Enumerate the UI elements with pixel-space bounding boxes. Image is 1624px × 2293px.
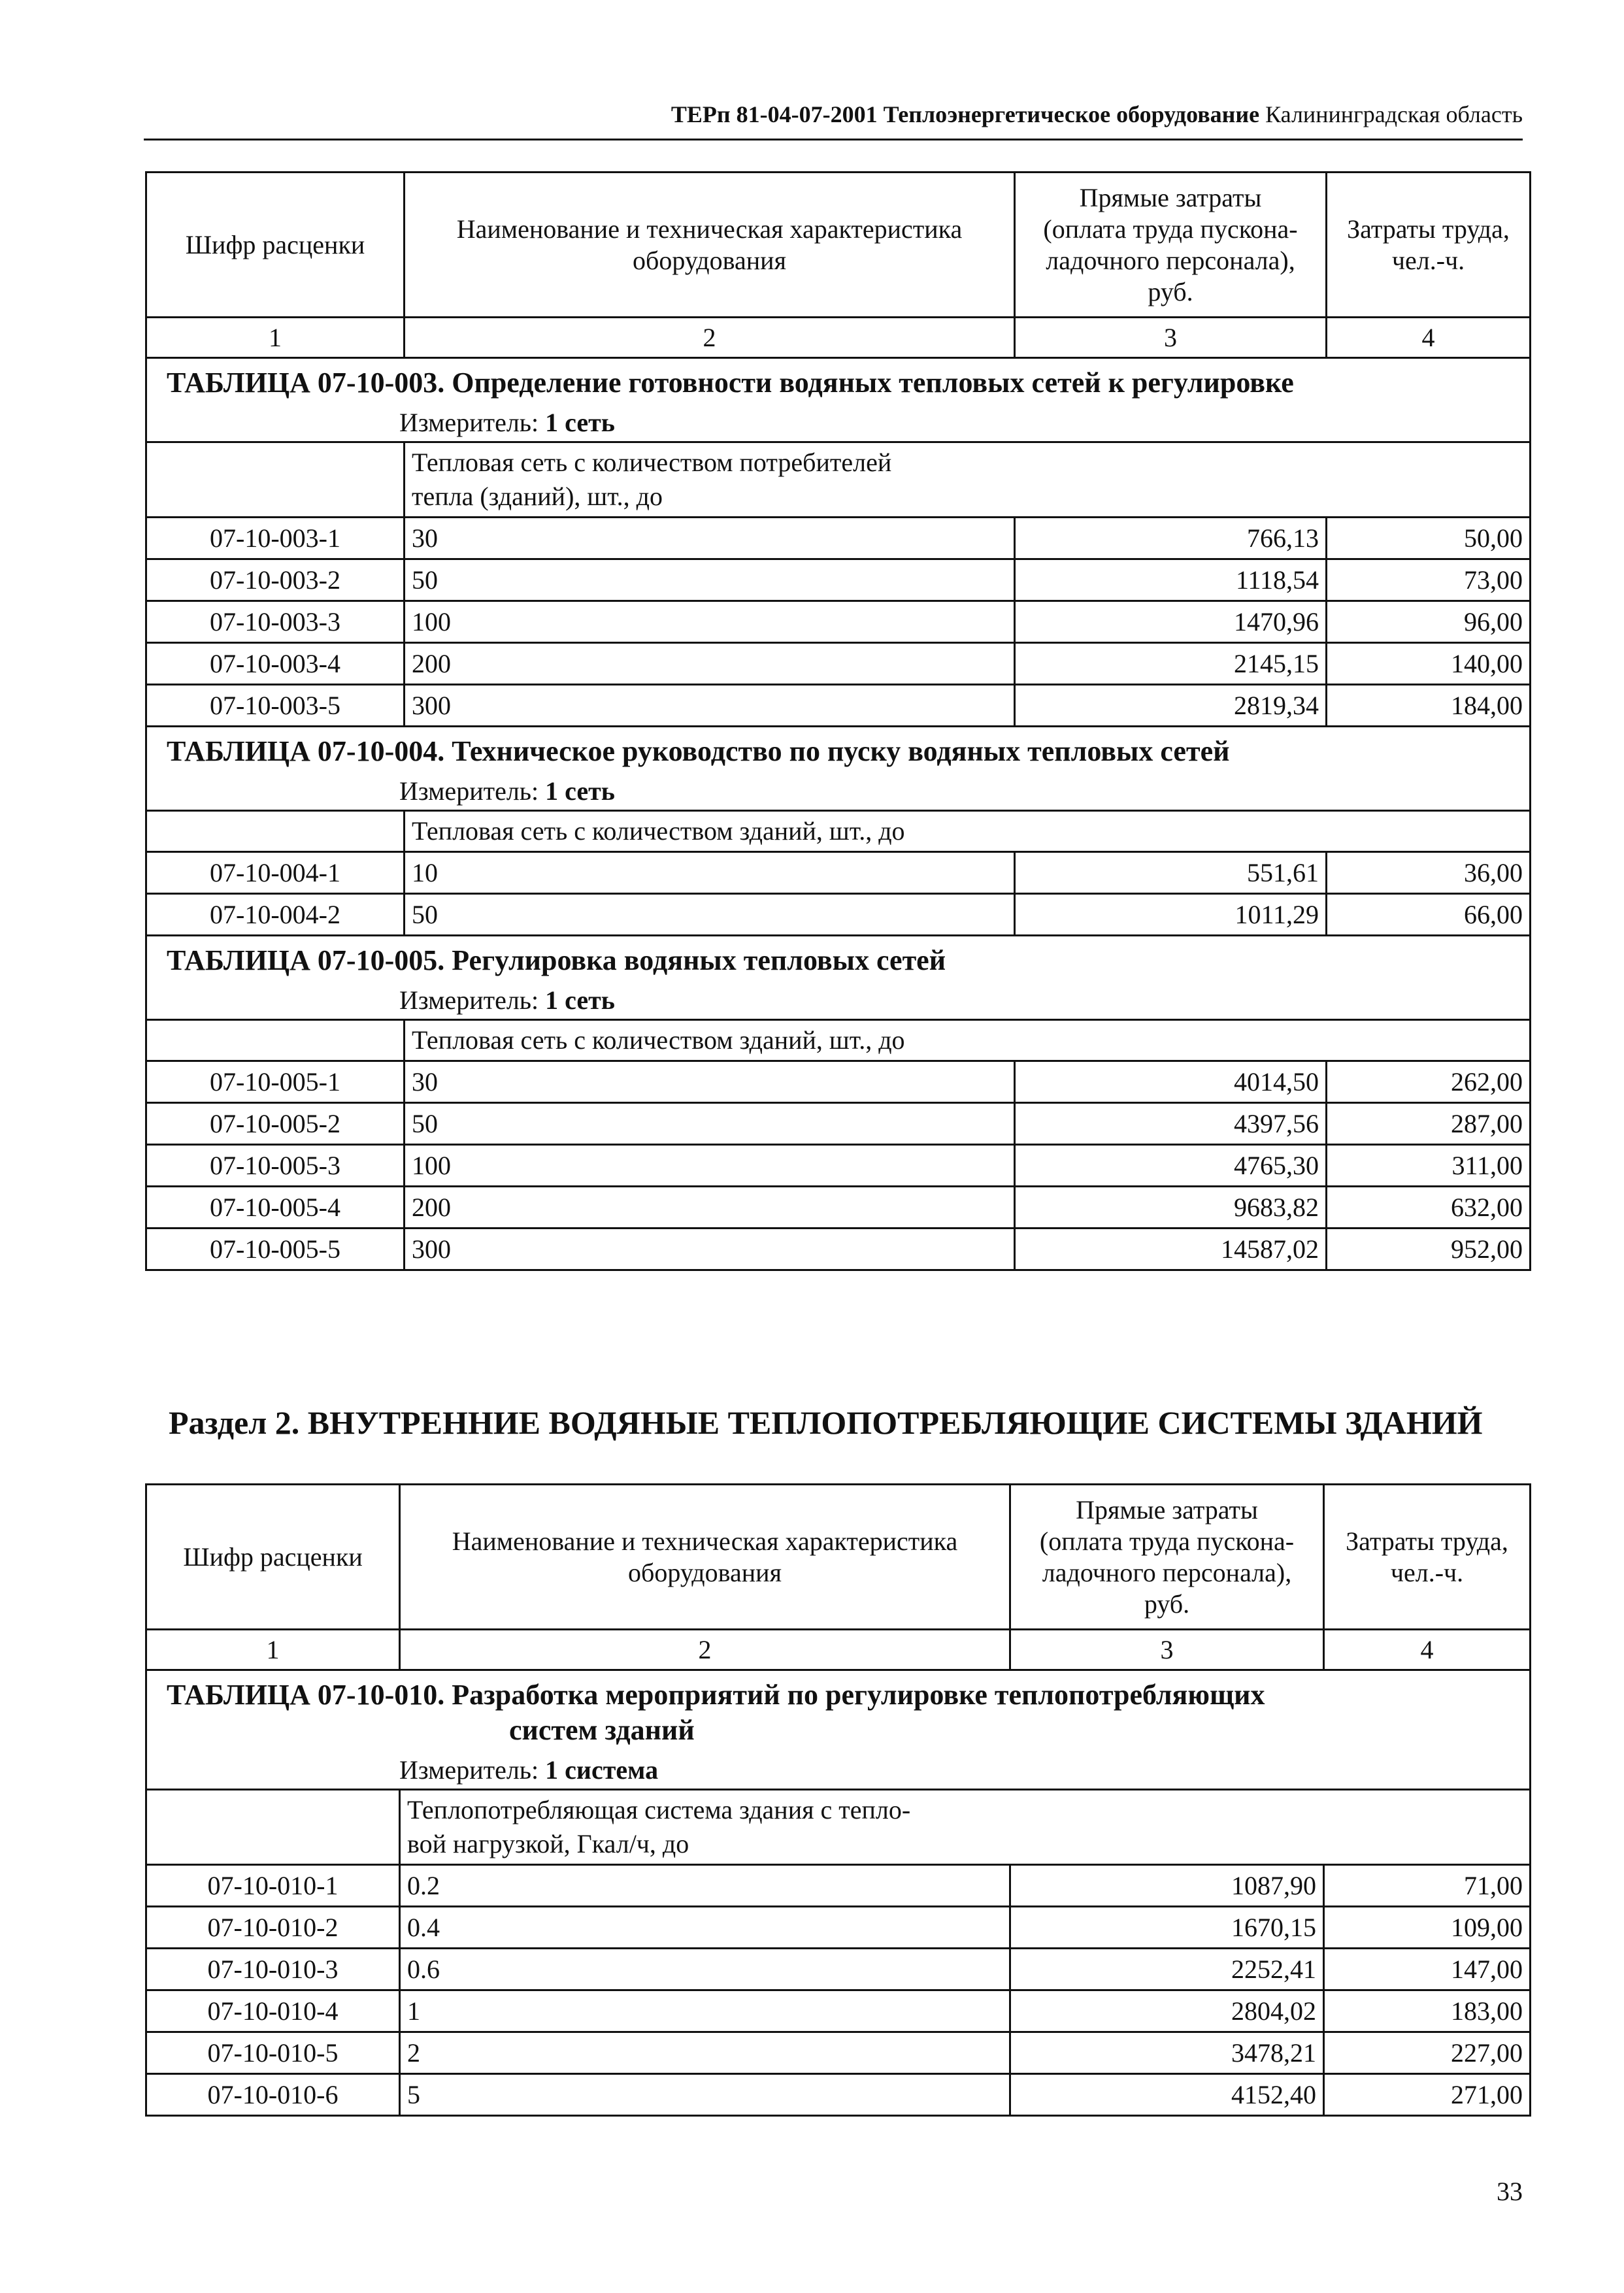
rate-labor: 287,00 — [1327, 1103, 1531, 1145]
table-row — [146, 518, 1531, 559]
col-header-code: Шифр расценки — [146, 173, 405, 318]
rate-cost: 1087,90 — [1010, 1865, 1324, 1907]
rate-cost: 3478,21 — [1010, 2032, 1324, 2074]
rate-cost: 4152,40 — [1010, 2074, 1324, 2116]
rate-cost: 4014,50 — [1015, 1061, 1327, 1103]
description-row — [146, 811, 1531, 852]
col-num: 4 — [1324, 1630, 1531, 1670]
table-title: ТАБЛИЦА 07-10-005. Регулировка водяных тепловых сетей — [146, 936, 1531, 983]
col-num: 3 — [1010, 1630, 1324, 1670]
measure-row — [146, 982, 1531, 1020]
rate-code: 07-10-005-3 — [146, 1145, 405, 1187]
rate-cost: 2819,34 — [1015, 685, 1327, 727]
measure: Измеритель: 1 сеть — [146, 404, 1531, 442]
col-header-cost: Прямые затраты (оплата труда пускона- ладочного персонала), руб. — [1015, 173, 1327, 318]
description: Тепловая сеть с количеством потребителей тепла (зданий), шт., до — [405, 442, 1531, 518]
rate-code: 07-10-010-3 — [146, 1949, 400, 1990]
rate-labor: 147,00 — [1324, 1949, 1531, 1990]
table-row — [146, 1145, 1531, 1187]
column-header-row — [146, 1485, 1531, 1630]
measure-row — [146, 1752, 1531, 1790]
header-region: Калининградская область — [1265, 101, 1523, 127]
rate-cost: 4397,56 — [1015, 1103, 1327, 1145]
table-row — [146, 1949, 1531, 1990]
table-row — [146, 685, 1531, 727]
table-row — [146, 559, 1531, 601]
table-title-row — [146, 358, 1531, 405]
rate-name: 30 — [405, 1061, 1015, 1103]
col-header-name: Наименование и техническая характеристика оборудования — [405, 173, 1015, 318]
description-row — [146, 442, 1531, 518]
table-title: ТАБЛИЦА 07-10-004. Техническое руководство по пуску водяных тепловых сетей — [146, 727, 1531, 774]
rate-labor: 262,00 — [1327, 1061, 1531, 1103]
col-num: 1 — [146, 1630, 400, 1670]
rate-code: 07-10-005-5 — [146, 1229, 405, 1270]
rate-labor: 952,00 — [1327, 1229, 1531, 1270]
rate-name: 50 — [405, 894, 1015, 936]
table-row — [146, 1865, 1531, 1907]
description: Тепловая сеть с количеством зданий, шт., до — [405, 1020, 1531, 1061]
rate-cost: 9683,82 — [1015, 1187, 1327, 1229]
col-header-name: Наименование и техническая характеристика оборудования — [400, 1485, 1010, 1630]
rate-cost: 2804,02 — [1010, 1990, 1324, 2032]
rate-cost: 1118,54 — [1015, 559, 1327, 601]
rate-labor: 311,00 — [1327, 1145, 1531, 1187]
rate-code: 07-10-003-3 — [146, 601, 405, 643]
rate-code: 07-10-010-1 — [146, 1865, 400, 1907]
rate-labor: 109,00 — [1324, 1907, 1531, 1949]
rate-cost: 14587,02 — [1015, 1229, 1327, 1270]
rate-code: 07-10-010-5 — [146, 2032, 400, 2074]
col-header-labor: Затраты труда, чел.-ч. — [1324, 1485, 1531, 1630]
table-row — [146, 852, 1531, 894]
table-row — [146, 601, 1531, 643]
column-number-row — [146, 1630, 1531, 1670]
table-title-row — [146, 936, 1531, 983]
rate-name: 100 — [405, 1145, 1015, 1187]
page-number: 33 — [1497, 2177, 1523, 2206]
rate-code: 07-10-010-6 — [146, 2074, 400, 2116]
rate-name: 300 — [405, 1229, 1015, 1270]
rate-labor: 184,00 — [1327, 685, 1531, 727]
rate-code: 07-10-003-2 — [146, 559, 405, 601]
column-header-row — [146, 173, 1531, 318]
column-number-row — [146, 318, 1531, 358]
table-row — [146, 2074, 1531, 2116]
rates-table-section2 — [145, 1483, 1531, 2117]
rate-cost: 1470,96 — [1015, 601, 1327, 643]
rate-code: 07-10-003-4 — [146, 643, 405, 685]
col-num: 2 — [405, 318, 1015, 358]
rate-cost: 2145,15 — [1015, 643, 1327, 685]
measure: Измеритель: 1 сеть — [146, 982, 1531, 1020]
rate-cost: 551,61 — [1015, 852, 1327, 894]
rate-code: 07-10-005-2 — [146, 1103, 405, 1145]
table-title-row — [146, 727, 1531, 774]
description: Теплопотребляющая система здания с тепло- вой нагрузкой, Гкал/ч, до — [400, 1790, 1531, 1865]
col-num: 4 — [1327, 318, 1531, 358]
rate-code: 07-10-004-2 — [146, 894, 405, 936]
rate-labor: 36,00 — [1327, 852, 1531, 894]
table-row — [146, 643, 1531, 685]
rate-name: 10 — [405, 852, 1015, 894]
rate-code: 07-10-005-4 — [146, 1187, 405, 1229]
rate-name: 0.4 — [400, 1907, 1010, 1949]
rate-labor: 183,00 — [1324, 1990, 1531, 2032]
rate-name: 50 — [405, 1103, 1015, 1145]
rate-name: 5 — [400, 2074, 1010, 2116]
rate-name: 0.2 — [400, 1865, 1010, 1907]
rate-labor: 96,00 — [1327, 601, 1531, 643]
rate-labor: 140,00 — [1327, 643, 1531, 685]
description: Тепловая сеть с количеством зданий, шт., до — [405, 811, 1531, 852]
rate-cost: 4765,30 — [1015, 1145, 1327, 1187]
description-row — [146, 1020, 1531, 1061]
table-row — [146, 1990, 1531, 2032]
col-header-cost: Прямые затраты (оплата труда пускона- ладочного персонала), руб. — [1010, 1485, 1324, 1630]
page-header — [144, 98, 1523, 140]
table-title: ТАБЛИЦА 07-10-003. Определение готовности водяных тепловых сетей к регулировке — [146, 358, 1531, 405]
rate-labor: 71,00 — [1324, 1865, 1531, 1907]
rate-name: 0.6 — [400, 1949, 1010, 1990]
table-row — [146, 1103, 1531, 1145]
col-num: 1 — [146, 318, 405, 358]
rate-labor: 632,00 — [1327, 1187, 1531, 1229]
rate-cost: 766,13 — [1015, 518, 1327, 559]
table-row — [146, 894, 1531, 936]
col-num: 2 — [400, 1630, 1010, 1670]
col-num: 3 — [1015, 318, 1327, 358]
rate-code: 07-10-004-1 — [146, 852, 405, 894]
header-code: ТЕРп 81-04-07-2001 Теплоэнергетическое оборудование — [671, 101, 1260, 127]
col-header-labor: Затраты труда, чел.-ч. — [1327, 173, 1531, 318]
rate-code: 07-10-005-1 — [146, 1061, 405, 1103]
description-row — [146, 1790, 1531, 1865]
rate-cost: 1011,29 — [1015, 894, 1327, 936]
measure: Измеритель: 1 сеть — [146, 773, 1531, 811]
col-header-code: Шифр расценки — [146, 1485, 400, 1630]
table-row — [146, 1061, 1531, 1103]
rate-cost: 2252,41 — [1010, 1949, 1324, 1990]
rate-name: 300 — [405, 685, 1015, 727]
rate-labor: 50,00 — [1327, 518, 1531, 559]
rates-table-section1 — [145, 171, 1531, 1271]
rate-labor: 227,00 — [1324, 2032, 1531, 2074]
rate-name: 50 — [405, 559, 1015, 601]
table-row — [146, 1187, 1531, 1229]
rate-labor: 73,00 — [1327, 559, 1531, 601]
rate-name: 2 — [400, 2032, 1010, 2074]
table-title-row — [146, 1670, 1531, 1753]
table-title: ТАБЛИЦА 07-10-010. Разработка мероприятий по регулировке теплопотребляющих систем зданий — [146, 1670, 1531, 1753]
rate-labor: 271,00 — [1324, 2074, 1531, 2116]
rate-labor: 66,00 — [1327, 894, 1531, 936]
rate-code: 07-10-003-5 — [146, 685, 405, 727]
measure-row — [146, 404, 1531, 442]
measure-row — [146, 773, 1531, 811]
measure: Измеритель: 1 система — [146, 1752, 1531, 1790]
rate-name: 100 — [405, 601, 1015, 643]
rate-code: 07-10-003-1 — [146, 518, 405, 559]
rate-code: 07-10-010-2 — [146, 1907, 400, 1949]
table-row — [146, 1229, 1531, 1270]
rate-code: 07-10-010-4 — [146, 1990, 400, 2032]
section-title: Раздел 2. ВНУТРЕННИЕ ВОДЯНЫЕ ТЕПЛОПОТРЕБЛЯЮЩИЕ СИСТЕМЫ ЗДАНИЙ — [169, 1404, 1483, 1441]
rate-name: 200 — [405, 643, 1015, 685]
table-row — [146, 2032, 1531, 2074]
rate-name: 1 — [400, 1990, 1010, 2032]
rate-name: 30 — [405, 518, 1015, 559]
table-row — [146, 1907, 1531, 1949]
rate-cost: 1670,15 — [1010, 1907, 1324, 1949]
rate-name: 200 — [405, 1187, 1015, 1229]
